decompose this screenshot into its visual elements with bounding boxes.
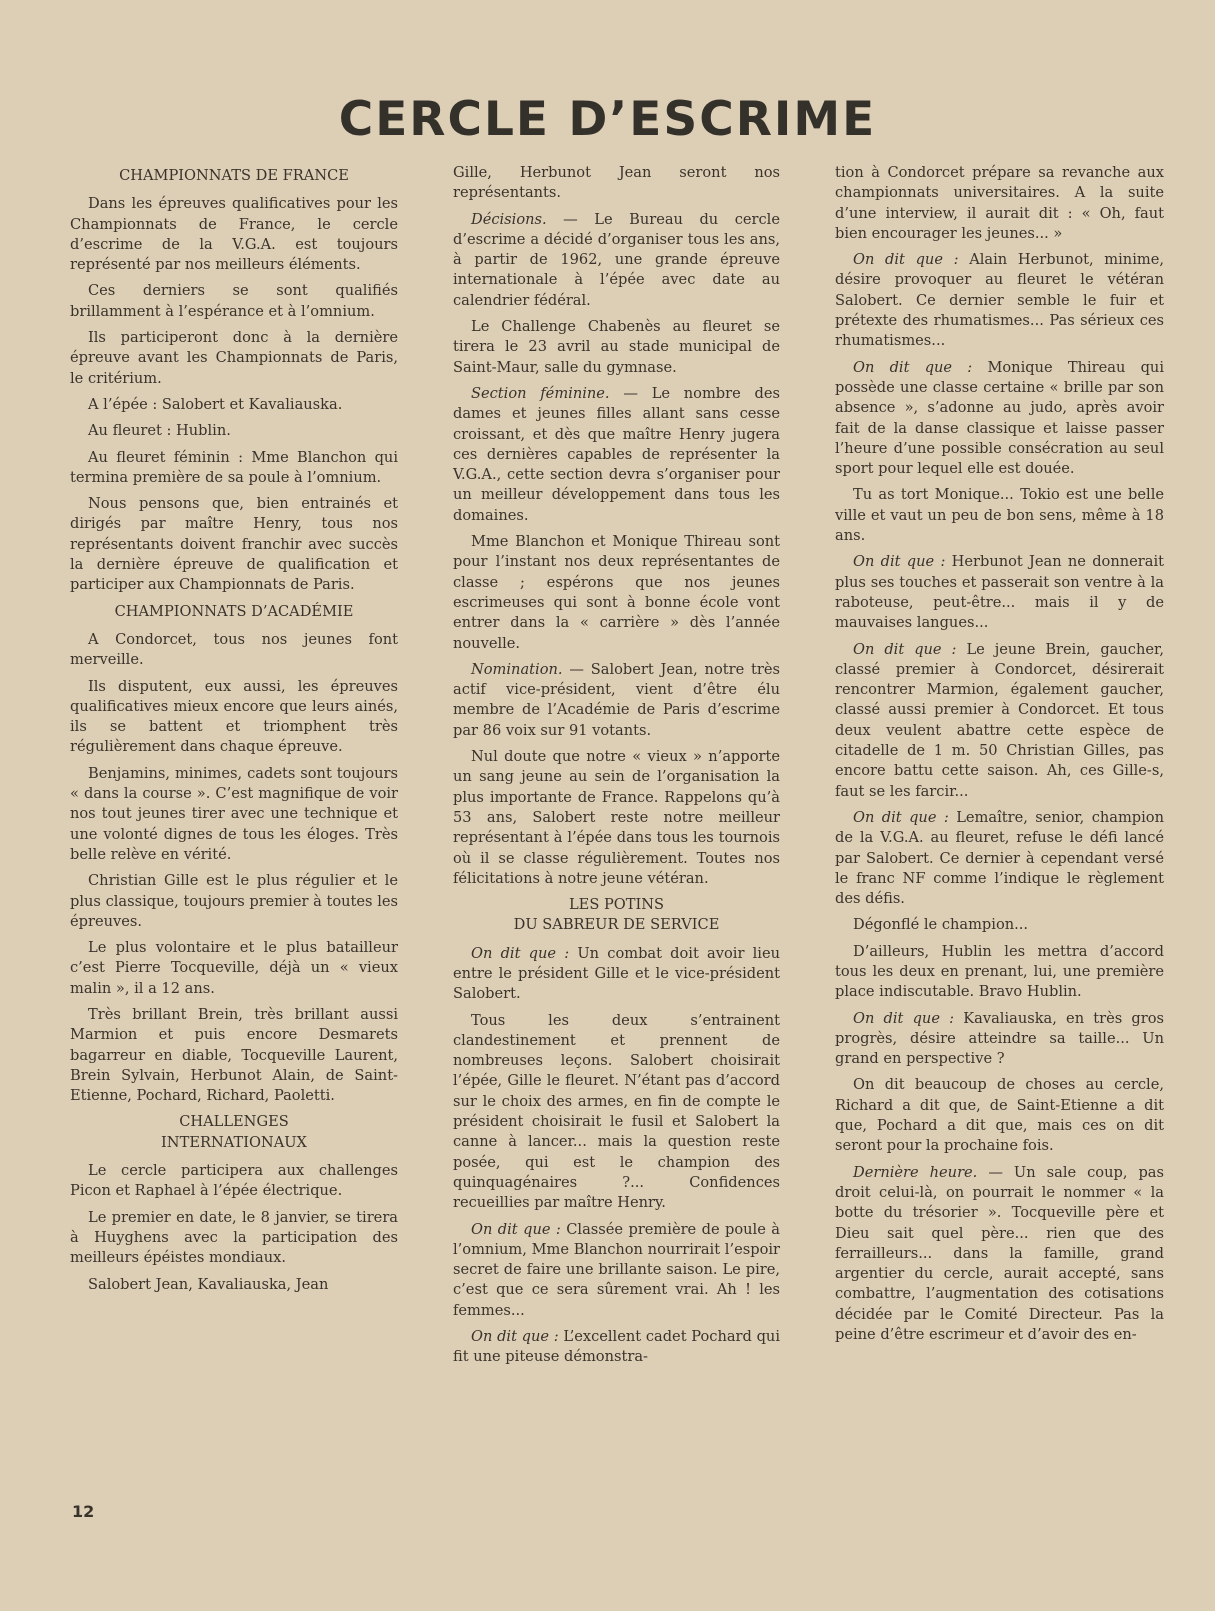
paragraph: Le plus volontaire et le plus batailleur c’est Pierre Tocqueville, déjà un « vieux malin », il a 12 ans.	[70, 939, 398, 997]
lead-in: Dernière heure.	[853, 1163, 978, 1181]
paragraph-text: Lemaître, senior, champion de la V.G.A. au fleuret, refuse le défi lancé par Salobert. Ce dernier à cependant versé le franc NF comme l’indique le règlement des défis.	[835, 808, 1164, 908]
paragraph: Le Challenge Chabenès au fleuret se tirera le 23 avril au stade municipal de Saint-Maur, salle du gymnase.	[453, 318, 780, 376]
paragraph: A l’épée : Salobert et Kavaliauska.	[88, 395, 343, 413]
paragraph-text: Kavaliauska, en très gros progrès, désire atteindre sa taille... Un grand en perspective ?	[835, 1009, 1165, 1068]
paragraph: Ils disputent, eux aussi, les épreuves qualificatives mieux encore que leurs ainés, ils se battent et triomphent très régulièrement dans chaque épreuve.	[70, 677, 398, 756]
heading-line: LES POTINS	[568, 896, 665, 914]
paragraph: Nul doute que notre « vieux » n’apporte un sang jeune au sein de l’organisation la plus importante de France. Rappelons qu’à 53 ans, Salobert reste notre meilleur représentant à l’épée dans tous les tournois où il se classe régulièrement. Toutes nos félicitations à notre jeune vétéran.	[453, 748, 780, 887]
paragraph-text: — Un sale coup, pas droit celui-là, on pourrait le nommer « la botte du trésorier ». Tocqueville père et Dieu sait quel père... rien que des ferrailleurs... dans la famille, grand argentier du cercle, aurait accepté, sans combattre, l’augmentation des cotisations décidée par le Comité Directeur. Pas la peine d’être escrimeur et d’avoir des en-	[835, 1163, 1164, 1344]
paragraph: Benjamins, minimes, cadets sont toujours « dans la course ». C’est magnifique de voir nos tout jeunes tirer avec une technique et une volonté dignes de tous les éloges. Très belle relève en vérité.	[70, 764, 398, 863]
paragraph-text: Monique Thireau qui possède une classe certaine « brille par son absence », s’adonne au judo, après avoir fait de la danse classique et laisse passer l’heure d’une possible consécration au seul sport pour lequel elle est douée.	[835, 358, 1164, 478]
heading-line: INTERNATIONAUX	[161, 1133, 307, 1151]
paragraph	[453, 660, 780, 741]
section-heading	[70, 1112, 398, 1153]
paragraph: On dit beaucoup de choses au cercle, Richard a dit que, de Saint-Etienne a dit que, Pochard a dit que, mais ces on dit seront pour la prochaine fois.	[835, 1076, 1164, 1155]
lead-in: On dit que :	[853, 251, 959, 269]
paragraph	[453, 944, 780, 1005]
lead-in: On dit que :	[853, 1009, 955, 1027]
column-2	[453, 163, 780, 1374]
paragraph: Dégonflé le champion...	[853, 916, 1029, 934]
paragraph	[835, 358, 1164, 480]
lead-in: Section féminine.	[471, 384, 610, 402]
lead-in: On dit que :	[471, 1220, 561, 1238]
lead-in: On dit que :	[853, 553, 946, 571]
paragraph	[835, 552, 1164, 633]
paragraph: tion à Condorcet prépare sa revanche aux championnats universitaires. A la suite d’une interview, il aurait dit : « Oh, faut bien encourager les jeunes... »	[835, 164, 1164, 242]
paragraph-text: Herbunot Jean ne donnerait plus ses touches et passerait son ventre à la raboteuse, peut-être... mais il y de mauvaises langues...	[835, 553, 1164, 632]
paragraph: Ces derniers se sont qualifiés brillamment à l’espérance et à l’omnium.	[70, 282, 398, 320]
paragraph: Gille, Herbunot Jean seront nos représentants.	[453, 164, 780, 202]
section-heading	[453, 895, 780, 936]
lead-in: On dit que :	[853, 640, 957, 658]
page-title: CERCLE D’ESCRIME	[338, 92, 877, 147]
paragraph: Salobert Jean, Kavaliauska, Jean	[88, 1275, 329, 1293]
paragraph-text: — Le Bureau du cercle d’escrime a décidé d’organiser tous les ans, à partir de 1962, une grande épreuve internationale à l’épée avec date au calendrier fédéral.	[453, 210, 780, 309]
paragraph: Au fleuret : Hublin.	[88, 422, 231, 440]
paragraph: Dans les épreuves qualificatives pour les Championnats de France, le cercle d’escrime de la V.G.A. est toujours représenté par nos meilleurs éléments.	[70, 195, 398, 274]
paragraph-text: Classée première de poule à l’omnium, Mme Blanchon nourrirait l’espoir secret de faire une brillante saison. Le pire, c’est que ce sera sûrement vrai. Ah ! les femmes...	[453, 1220, 780, 1319]
paragraph	[453, 210, 780, 311]
paragraph-text: Le jeune Brein, gaucher, classé premier à Condorcet, désirerait rencontrer Marmion, également gaucher, classé aussi premier à Condorcet. Et tous deux veulent abattre cette espèce de citadelle de 1 m. 50 Christian Gilles, pas encore battu cette saison. Ah, ces Gille-s, faut se les farcir...	[835, 640, 1165, 800]
paragraph	[835, 640, 1164, 802]
paragraph	[835, 250, 1164, 351]
paragraph-text: — Le nombre des dames et jeunes filles allant sans cesse croissant, et dès que maître Henry jugera ces dernières capables de représenter la V.G.A., cette section devra s’organiser pour un meilleur développement dans tous les domaines.	[453, 384, 780, 524]
paragraph: Au fleuret féminin : Mme Blanchon qui termina première de sa poule à l’omnium.	[70, 448, 398, 486]
column-3	[835, 163, 1164, 1351]
paragraph: Tu as tort Monique... Tokio est une belle ville et vaut un peu de bon sens, même à 18 ans.	[835, 486, 1164, 545]
paragraph	[835, 808, 1164, 909]
lead-in: On dit que :	[853, 808, 949, 826]
heading-line: CHALLENGES	[179, 1113, 289, 1131]
paragraph: Ils participeront donc à la dernière épreuve avant les Championnats de Paris, le critérium.	[70, 329, 398, 387]
paragraph	[453, 384, 780, 526]
paragraph: Très brillant Brein, très brillant aussi Marmion et puis encore Desmarets bagarreur en diable, Tocqueville Laurent, Brein Sylvain, Herbunot Alain, de Saint-Etienne, Pochard, Richard, Paoletti.	[70, 1005, 398, 1105]
column-1	[70, 163, 398, 1301]
lead-in: On dit que :	[471, 1328, 559, 1346]
paragraph	[453, 1327, 780, 1368]
paragraph-text: — Salobert Jean, notre très actif vice-président, vient d’être élu membre de l’Académie de Paris d’escrime par 86 voix sur 91 votants.	[453, 660, 780, 739]
lead-in: On dit que :	[853, 358, 973, 376]
paragraph-text: Un combat doit avoir lieu entre le président Gille et le vice-président Salobert.	[453, 944, 780, 1003]
section-heading: CHAMPIONNATS DE FRANCE	[119, 167, 349, 184]
paragraph	[453, 1220, 780, 1321]
lead-in: Décisions.	[471, 210, 547, 228]
paragraph: Le premier en date, le 8 janvier, se tirera à Huyghens avec la participation des meilleurs épéistes mondiaux.	[70, 1208, 398, 1267]
paragraph: Christian Gille est le plus régulier et le plus classique, toujours premier à toutes les épreuves.	[70, 872, 398, 930]
paragraph: Tous les deux s’entrainent clandestinement et prennent de nombreuses leçons. Salobert choisirait l’épée, Gille le fleuret. N’étant pas d’accord sur le choix des armes, en fin de compte le président choisirait le fusil et Salobert la canne à lancer... mais la question reste posée, qui est le champion des quinquagénaires ?... Confidences recueillies par maître Henry.	[453, 1011, 780, 1212]
paragraph: Nous pensons que, bien entrainés et dirigés par maître Henry, tous nos représentants doivent franchir avec succès la dernière épreuve de qualification et participer aux Championnats de Paris.	[70, 495, 398, 594]
paragraph: Mme Blanchon et Monique Thireau sont pour l’instant nos deux représentantes de classe ; espérons que nos jeunes escrimeuses qui sont à bonne école vont entrer dans la « carrière » dès l’année nouvelle.	[453, 533, 780, 652]
heading-line: DU SABREUR DE SERVICE	[513, 916, 720, 934]
paragraph-text: L’excellent cadet Pochard qui fit une piteuse démonstra-	[453, 1328, 780, 1366]
paragraph	[835, 1163, 1164, 1346]
lead-in: Nomination.	[471, 660, 563, 678]
lead-in: On dit que :	[471, 944, 570, 962]
section-heading: CHAMPIONNATS D’ACADÉMIE	[114, 602, 354, 620]
page-number: 12	[72, 1502, 95, 1521]
paragraph: A Condorcet, tous nos jeunes font merveille.	[70, 630, 398, 669]
paragraph	[835, 1009, 1164, 1070]
paragraph: D’ailleurs, Hublin les mettra d’accord tous les deux en prenant, lui, une première place indiscutable. Bravo Hublin.	[835, 942, 1164, 1001]
paragraph: Le cercle participera aux challenges Picon et Raphael à l’épée électrique.	[70, 1162, 398, 1200]
paragraph-text: Alain Herbunot, minime, désire provoquer au fleuret le vétéran Salobert. Ce dernier semble le fuir et prétexte des rhumatismes... Pas sérieux ces rhumatismes...	[835, 251, 1164, 350]
